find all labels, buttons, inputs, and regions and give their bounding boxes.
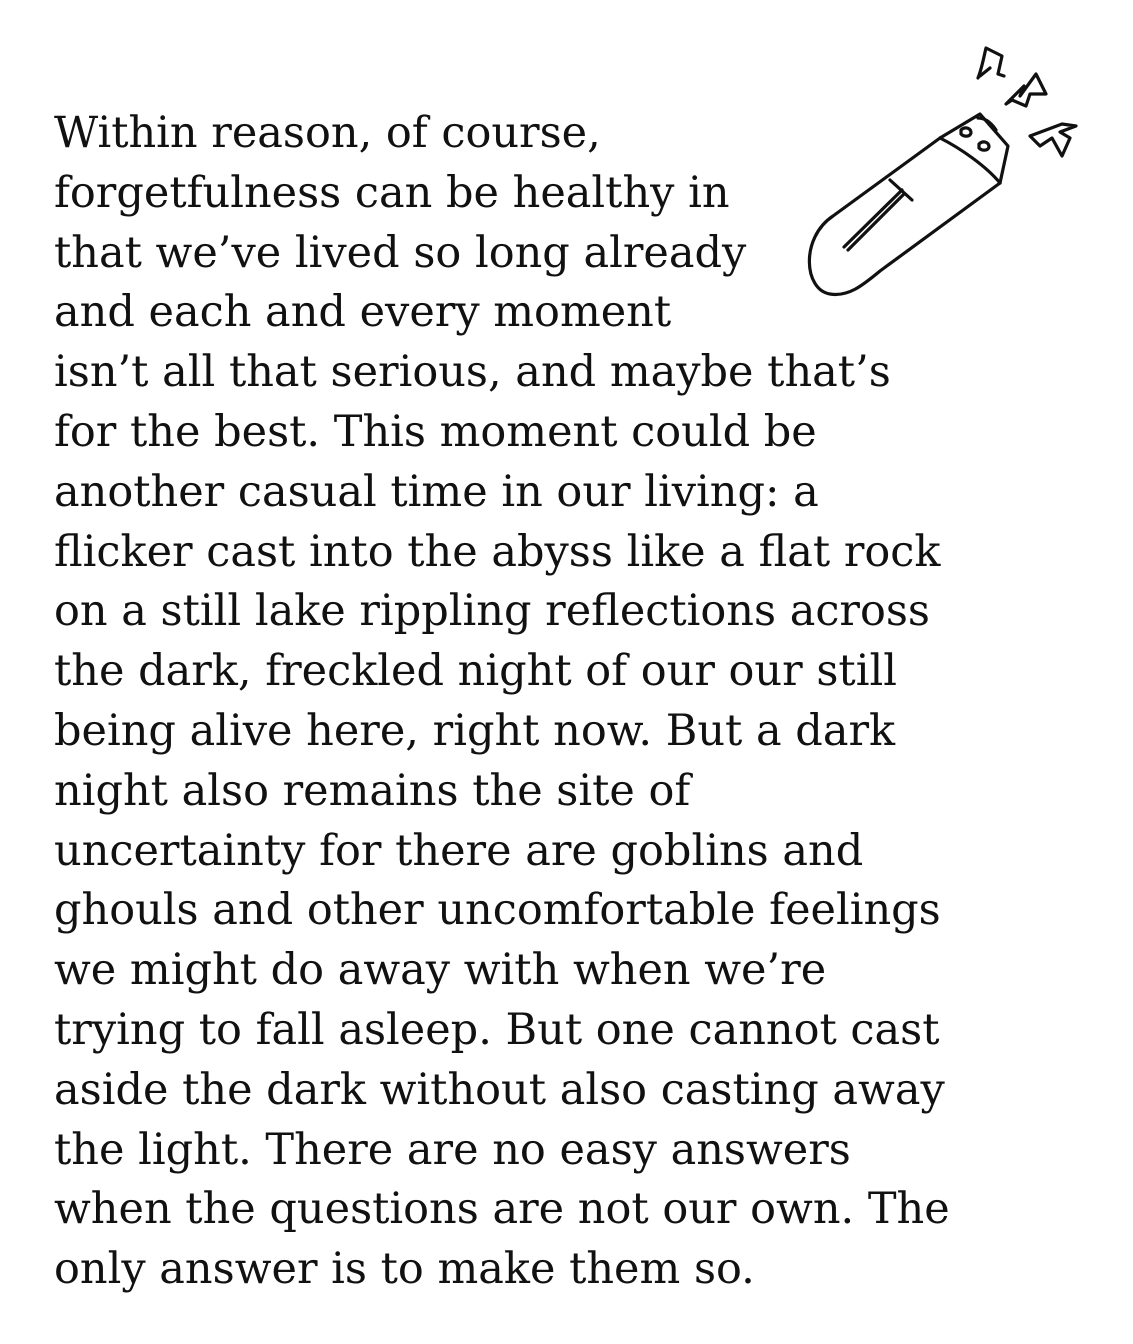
passage-line: that we’ve lived so long already	[54, 227, 747, 278]
passage-line: aside the dark without also casting away	[54, 1064, 945, 1115]
passage-line: the light. There are no easy answers	[54, 1124, 851, 1175]
passage-line: trying to fall asleep. But one cannot cast	[54, 1004, 940, 1055]
passage-line: being alive here, right now. But a dark	[54, 705, 896, 756]
passage-line: ghouls and other uncomfortable feelings	[54, 885, 941, 936]
passage-line: for the best. This moment could be	[54, 406, 817, 457]
passage-line: when the questions are not our own. The	[54, 1184, 950, 1235]
passage-line: on a still lake rippling reflections across	[54, 586, 930, 637]
passage-line: night also remains the site of	[54, 765, 691, 816]
passage-line: Within reason, of course,	[54, 108, 601, 158]
passage-line: we might do away with when we’re	[54, 945, 827, 996]
passage-line: forgetfulness can be healthy in	[54, 167, 730, 218]
passage-line: and each and every moment	[54, 287, 672, 338]
passage-line: flicker cast into the abyss like a flat rock	[54, 526, 941, 577]
passage-line: uncertainty for there are goblins and	[54, 825, 864, 876]
passage-text	[54, 104, 1114, 1300]
passage-line: only answer is to make them so.	[54, 1244, 755, 1295]
passage-line: the dark, freckled night of our our still	[54, 646, 897, 697]
passage-line: isn’t all that serious, and maybe that’s	[54, 347, 891, 398]
passage-line: another casual time in our living: a	[54, 466, 819, 517]
